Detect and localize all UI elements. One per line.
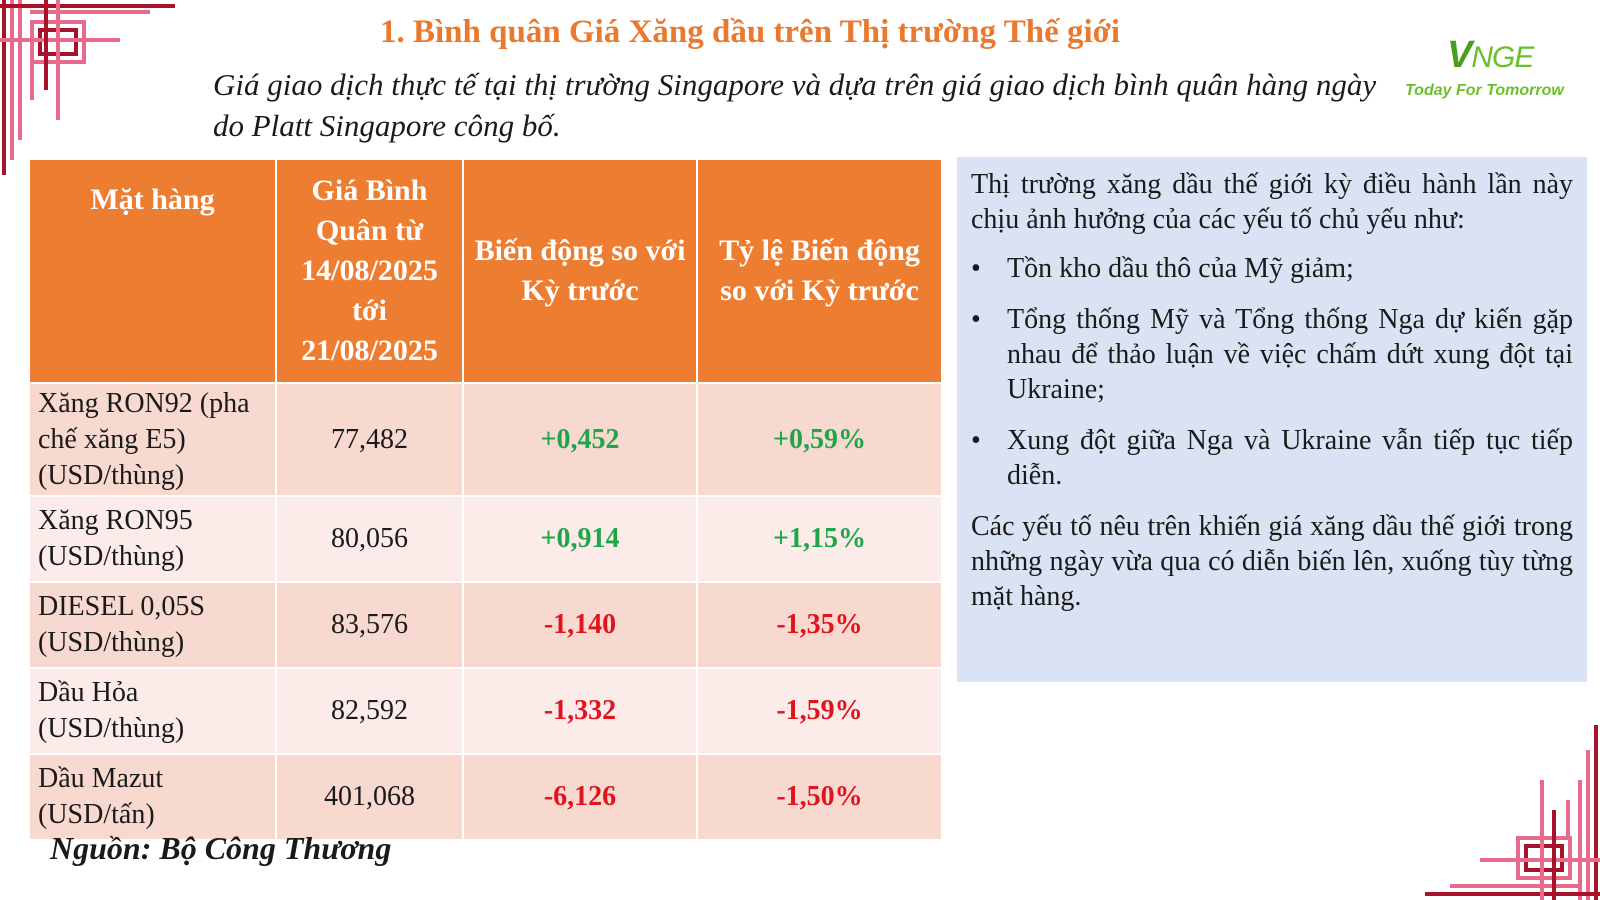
price-change: +0,452: [463, 383, 697, 496]
page-subtitle: Giá giao dịch thực tế tại thị trường Singapore và dựa trên giá giao dịch bình quân hàng ngày do Platt Singapore công bố.: [213, 67, 1377, 143]
item-name: DIESEL 0,05S (USD/thùng): [29, 582, 276, 668]
avg-price: 80,056: [276, 496, 463, 582]
header-change: Biến động so với Kỳ trước: [463, 159, 697, 383]
logo-tagline: Today For Tomorrow: [1405, 82, 1564, 99]
price-change: -1,140: [463, 582, 697, 668]
list-item: [971, 423, 1573, 493]
price-change: +0,914: [463, 496, 697, 582]
list-item: [971, 302, 1573, 407]
price-change: -6,126: [463, 754, 697, 840]
list-item: [971, 251, 1573, 286]
item-name: Dầu Hỏa (USD/thùng): [29, 668, 276, 754]
table-row: [29, 754, 942, 840]
price-table: [28, 158, 943, 841]
page-title: 1. Bình quân Giá Xăng dầu trên Thị trường Thế giới: [380, 14, 1121, 50]
commentary-intro: Thị trường xăng dầu thế giới kỳ điều hành lần này chịu ảnh hưởng của các yếu tố chủ yếu như:: [971, 169, 1573, 235]
logo-wordmark: [1447, 34, 1533, 77]
bullet-icon: •: [971, 253, 981, 284]
header-avg-price: Giá Bình Quân từ 14/08/2025 tới 21/08/2025: [276, 159, 463, 383]
table-row: [29, 496, 942, 582]
factor-list: [971, 251, 1573, 493]
avg-price: 83,576: [276, 582, 463, 668]
logo-mark-rest: NGE: [1471, 41, 1534, 74]
price-change-rate: -1,50%: [697, 754, 942, 840]
item-name: Dầu Mazut (USD/tấn): [29, 754, 276, 840]
factor-text: Xung đột giữa Nga và Ukraine vẫn tiếp tục tiếp diễn.: [1007, 425, 1573, 491]
bullet-icon: •: [971, 425, 981, 456]
price-change-rate: +1,15%: [697, 496, 942, 582]
header-item: Mặt hàng: [29, 159, 276, 383]
logo-mark-v: V: [1447, 34, 1472, 76]
price-change-rate: -1,35%: [697, 582, 942, 668]
table-row: [29, 383, 942, 496]
corner-frame-top-left: [0, 0, 180, 180]
price-change: -1,332: [463, 668, 697, 754]
factor-text: Tổng thống Mỹ và Tổng thống Nga dự kiến gặp nhau để thảo luận về việc chấm dứt xung đột tại Ukraine;: [1007, 304, 1573, 405]
market-commentary-box: [957, 157, 1587, 682]
avg-price: 77,482: [276, 383, 463, 496]
factor-text: Tồn kho dầu thô của Mỹ giảm;: [1007, 253, 1354, 284]
item-name: Xăng RON95 (USD/thùng): [29, 496, 276, 582]
avg-price: 401,068: [276, 754, 463, 840]
item-name: Xăng RON92 (pha chế xăng E5) (USD/thùng): [29, 383, 276, 496]
table-row: [29, 582, 942, 668]
bullet-icon: •: [971, 304, 981, 335]
header-change-rate: Tỷ lệ Biến động so với Kỳ trước: [697, 159, 942, 383]
corner-frame-bottom-right: [1400, 720, 1600, 900]
price-change-rate: -1,59%: [697, 668, 942, 754]
price-change-rate: +0,59%: [697, 383, 942, 496]
source-note: Nguồn: Bộ Công Thương: [50, 830, 392, 866]
commentary-conclusion: Các yếu tố nêu trên khiến giá xăng dầu thế giới trong những ngày vừa qua có diễn biến lên, xuống tùy từng mặt hàng.: [971, 511, 1573, 612]
avg-price: 82,592: [276, 668, 463, 754]
vnge-logo: [1405, 16, 1585, 106]
table-row: [29, 668, 942, 754]
table-header-row: [29, 159, 942, 383]
